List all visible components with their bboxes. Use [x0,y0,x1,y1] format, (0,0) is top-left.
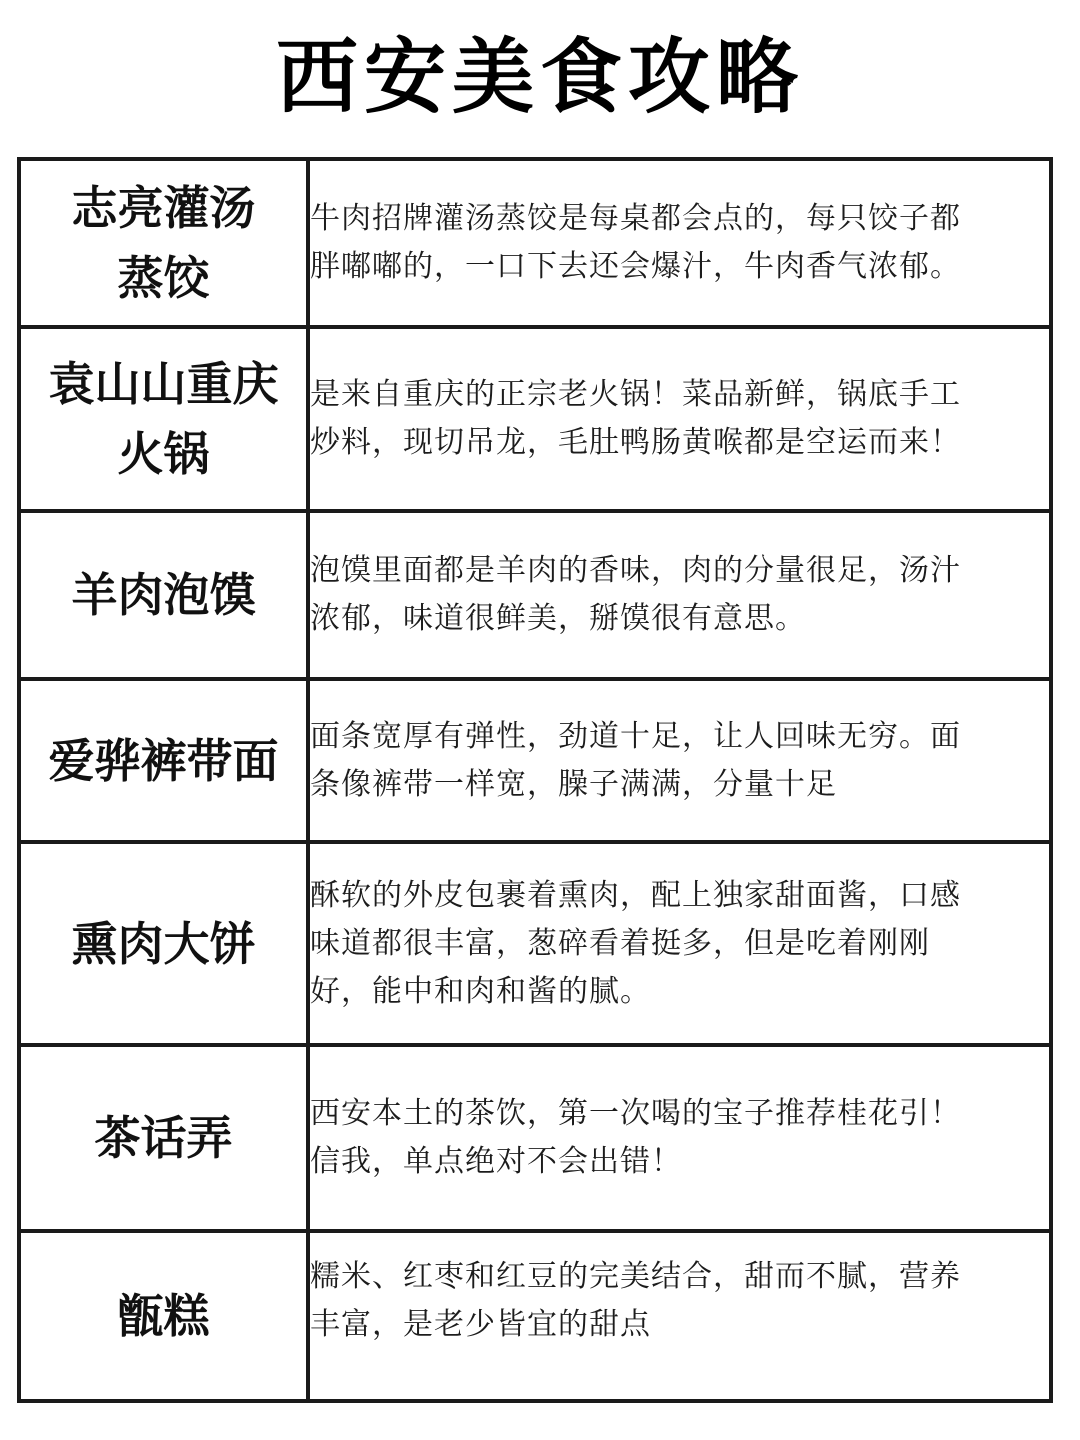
description-line: 是来自重庆的正宗老火锅！菜品新鲜，锅底手工 [310,377,961,412]
restaurant-name [19,1045,308,1231]
description-line: 面条宽厚有弹性，劲道十足，让人回味无穷。面 [310,718,961,754]
description-line: 糯米、红枣和红豆的完美结合，甜而不腻，营养 [310,1259,961,1294]
table-row [19,679,1051,842]
table-row [19,842,1051,1045]
restaurant-name-line: 羊肉泡馍 [71,568,256,622]
restaurant-name-line: 蒸饺 [117,251,210,305]
restaurant-name-line: 爱骅裤带面 [48,733,279,788]
food-description [308,327,1051,511]
food-description [308,679,1051,842]
table-row [19,159,1051,327]
table-row [19,1231,1051,1401]
food-description [308,842,1051,1045]
description-line: 西安本土的茶饮，第一次喝的宝子推荐桂花引！ [310,1096,961,1131]
description-line: 牛肉招牌灌汤蒸饺是每桌都会点的，每只饺子都 [310,201,961,236]
restaurant-name-line: 甑糕 [117,1289,210,1343]
food-description [308,1231,1051,1401]
food-guide-table [17,157,1053,1403]
food-description [308,511,1051,679]
restaurant-name-line: 袁山山重庆 [48,357,279,411]
restaurant-name-line: 熏肉大饼 [71,916,256,971]
restaurant-name [19,842,308,1045]
food-description [308,1045,1051,1231]
description-line: 好，能中和肉和酱的腻。 [310,973,651,1009]
food-description [308,159,1051,327]
description-line: 信我，单点绝对不会出错！ [310,1144,682,1179]
table-row [19,1045,1051,1231]
table-row [19,327,1051,511]
description-line: 泡馍里面都是羊肉的香味，肉的分量很足，汤汁 [310,553,961,588]
restaurant-name-line: 火锅 [117,427,210,481]
restaurant-name [19,679,308,842]
restaurant-name [19,159,308,327]
table-row [19,511,1051,679]
restaurant-name-line: 茶话弄 [94,1111,233,1165]
restaurant-name-line: 志亮灌汤 [71,181,256,235]
description-line: 丰富，是老少皆宜的甜点 [310,1307,651,1342]
restaurant-name [19,1231,308,1401]
description-line: 味道都很丰富，葱碎看着挺多，但是吃着刚刚 [310,925,930,961]
description-line: 炒料，现切吊龙，毛肚鸭肠黄喉都是空运而来！ [310,425,961,460]
description-line: 条像裤带一样宽，臊子满满，分量十足 [310,766,837,802]
page-title: 西安美食攻略 [275,30,804,125]
description-line: 酥软的外皮包裹着熏肉，配上独家甜面酱，口感 [310,877,961,913]
restaurant-name [19,327,308,511]
description-line: 胖嘟嘟的，一口下去还会爆汁，牛肉香气浓郁。 [310,249,961,284]
description-line: 浓郁，味道很鲜美，掰馍很有意思。 [310,601,806,636]
restaurant-name [19,511,308,679]
